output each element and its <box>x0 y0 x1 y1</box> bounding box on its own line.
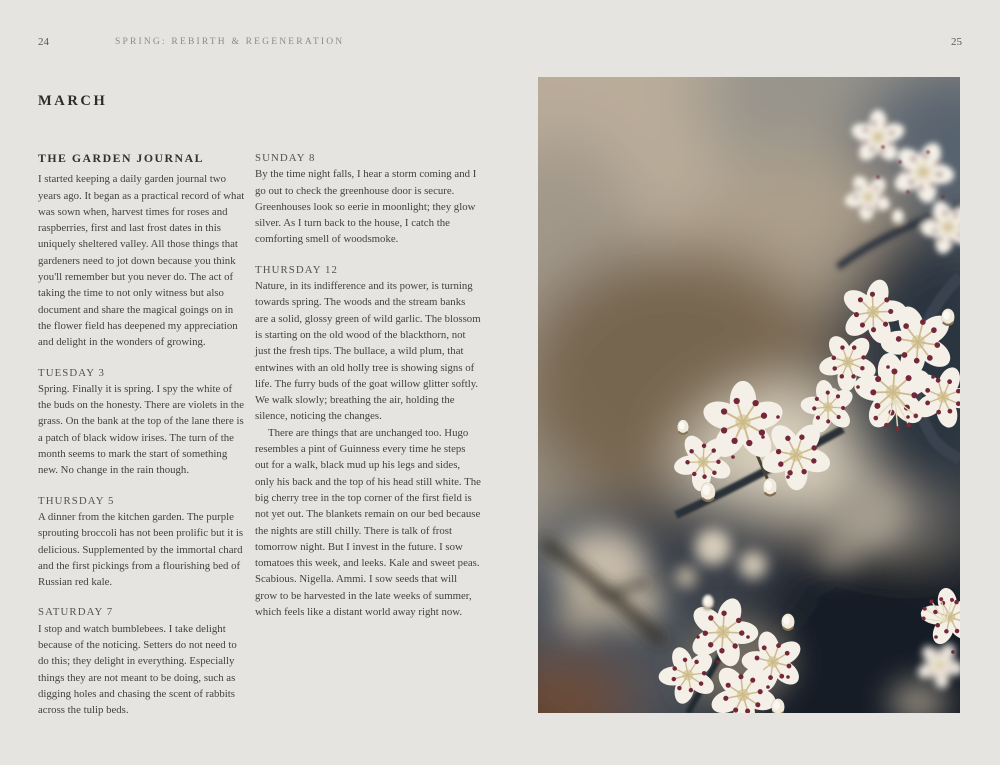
journal-entry <box>255 262 481 621</box>
journal-intro: I started keeping a daily garden journal two years ago. It began as a practical record of what was sown when, harvest times for roses and raspberries, first and last frost dates in this uniquely sheltered valley. All those things that gardeners need to jot down because you think you'll remember but you never do. The act of taking the time to not only witness but also document and share the magical goings on in the flower field has deepened my appreciation and delight in the wonders of growing. <box>38 173 245 349</box>
page-number-right: 25 <box>951 36 962 48</box>
journal-entry <box>38 604 246 718</box>
chapter-title: MARCH <box>38 93 108 109</box>
journal-entry <box>38 365 246 479</box>
entry-text: A dinner from the kitchen garden. The purple sprouting broccoli has not been prolific but it is delicious. Supplemented by the immortal chard and the first pickings from a flourishing bed of Russian red kale. <box>38 510 244 589</box>
entry-text: Spring. Finally it is spring. I spy the white of the buds on the honesty. There are violets in the grass. On the bank at the top of the lane there is a patch of black widow irises. The turn of the month seems to mark the start of something new. No change in the rain though. <box>38 382 244 477</box>
entry-date: TUESDAY 3 <box>38 366 105 379</box>
running-header: SPRING: REBIRTH & REGENERATION <box>115 37 345 47</box>
entry-date: SUNDAY 8 <box>255 152 316 164</box>
blossom-photo <box>538 77 960 713</box>
entry-date: THURSDAY 12 <box>255 263 338 276</box>
page-number-left: 24 <box>38 36 49 48</box>
journal-entry <box>38 493 246 591</box>
entry-date: SATURDAY 7 <box>38 606 114 619</box>
entry-text: There are things that are unchanged too. Hugo resembles a pint of Guinness every time he steps out for a walk, black mud up his legs and sides, only his back and the top of his head still white. The big cherry tree in the top corner of the first field is not yet out. The blankets remain on our bed because the nights are still chilly. There is talk of frost tomorrow night. But I invest in the future. I sow tomatoes this week, and leeks. Kale and sweet peas. Scabious. Nigella. Ammi. I sow seeds that will grow to be harvested in the late weeks of summer, which feels like a distant world away right now. <box>255 426 481 619</box>
entry-text: I stop and watch bumblebees. I take delight because of the noticing. Setters do not need to do this; they delight in everything. Especially things they are not meant to be doing, such as digging holes and chasing the scent of rabbits across the tulip beds. <box>38 622 237 717</box>
journal-heading: THE GARDEN JOURNAL <box>38 151 204 165</box>
entry-text: By the time night falls, I hear a storm coming and I go out to check the greenhouse door is secure. Greenhouses look so eerie in moonlight; they glow silver. As I turn back to the house, I catch the comforting smell of woodsmoke. <box>255 168 477 246</box>
journal-entry <box>255 150 481 248</box>
blossom-photo-art <box>538 77 960 713</box>
entry-date: THURSDAY 5 <box>38 494 115 507</box>
entry-text: Nature, in its indifference and its power, is turning towards spring. The woods and the stream banks are a solid, glossy green of wild garlic. The blossom is starting on the old wood of the blackthorn, not just the fresh tips. The bullace, a wild plum, that entwines with an old holly tree is showing signs of life. The furry buds of the goat willow glitter softly. We walk slowly; breathing the air, holding the silence, noticing the changes. <box>255 280 481 423</box>
journal-column-left <box>38 150 246 719</box>
journal-column-right <box>255 150 481 620</box>
